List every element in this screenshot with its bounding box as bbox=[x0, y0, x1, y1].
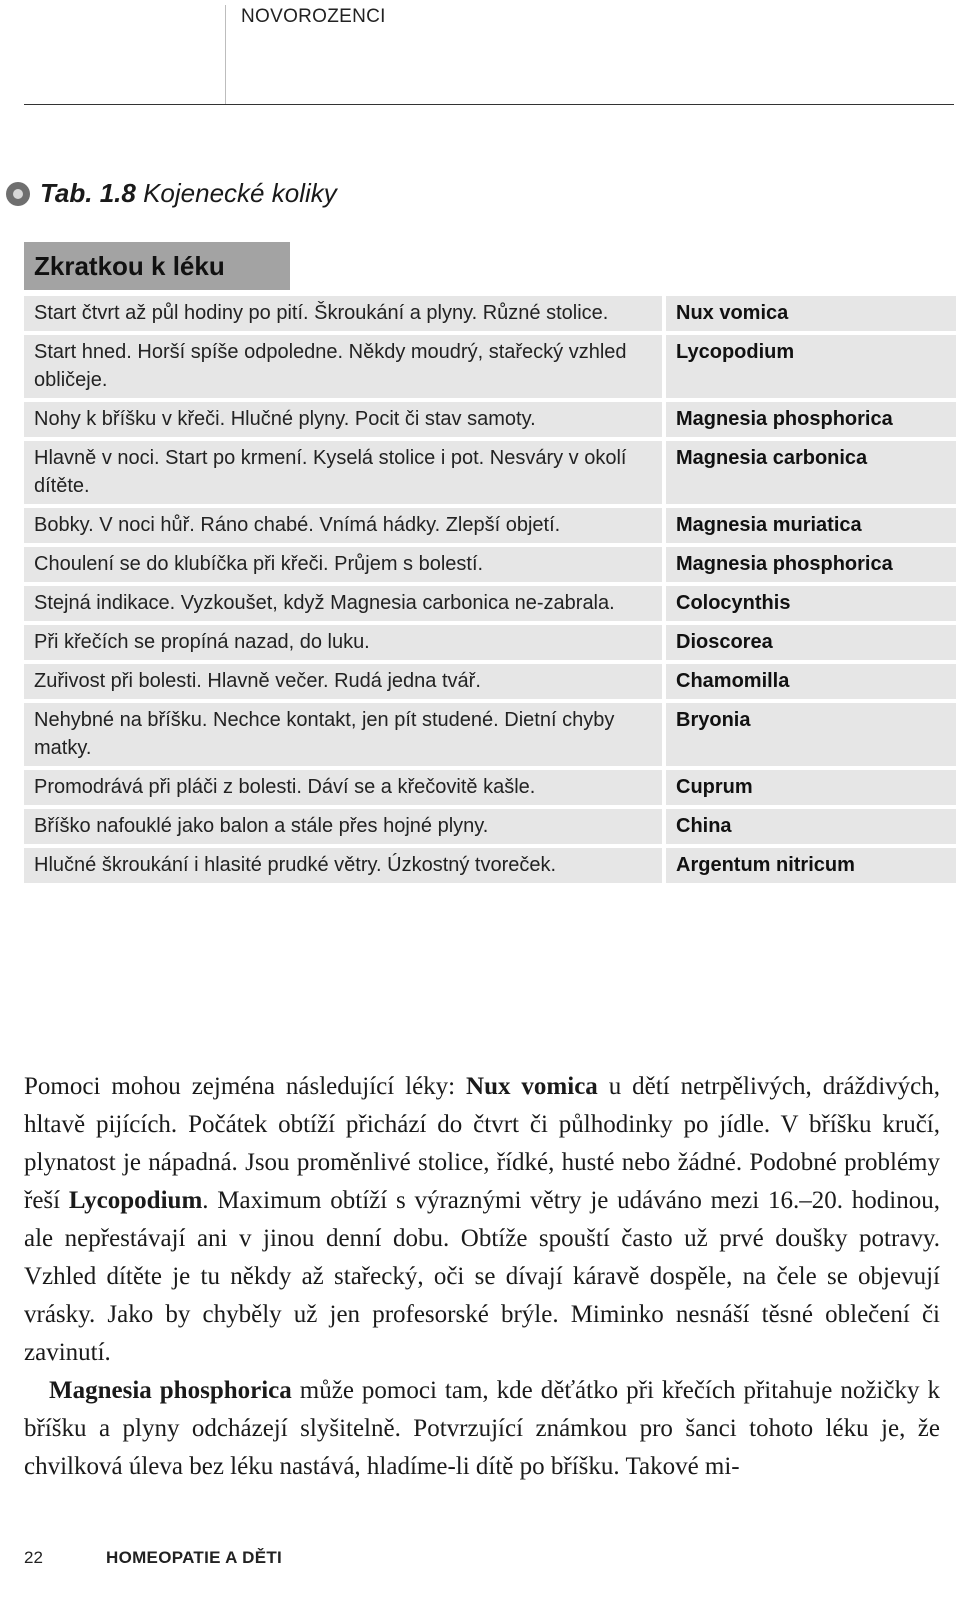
body-text-run: . Maximum obtíží s výraznými větry je udáváno mezi 16.–20. hodinou, ale nepřestávají ani v jinou denní dobu. Obtíže spouští často už prvé doušky potravy. Vzhled dítěte je tu někdy až stařecký, oči se dívají káravě dospěle, na čele se objevují vrásky. Jako by chyběly už jen profesorské brýle. Miminko nesnáší těsné oblečení či zavinutí. bbox=[24, 1187, 940, 1366]
table-row bbox=[24, 296, 956, 331]
remedy-cell: Cuprum bbox=[666, 770, 956, 805]
table-row bbox=[24, 402, 956, 437]
remedy-cell: Nux vomica bbox=[666, 296, 956, 331]
table-row bbox=[24, 586, 956, 621]
table-row bbox=[24, 508, 956, 543]
symptom-cell: Promodrává při pláči z bolesti. Dáví se a křečovitě kašle. bbox=[24, 770, 662, 805]
remedy-cell: Magnesia phosphorica bbox=[666, 402, 956, 437]
table-row bbox=[24, 441, 956, 504]
symptom-cell: Nohy k bříšku v křeči. Hlučné plyny. Pocit či stav samoty. bbox=[24, 402, 662, 437]
symptom-cell: Start hned. Horší spíše odpoledne. Někdy moudrý, stařecký vzhled obličeje. bbox=[24, 335, 662, 398]
symptom-cell: Hlavně v noci. Start po krmení. Kyselá stolice i pot. Nesváry v okolí dítěte. bbox=[24, 441, 662, 504]
remedy-cell: Argentum nitricum bbox=[666, 848, 956, 883]
body-text-run: Pomoci mohou zejména následující léky: bbox=[24, 1073, 467, 1100]
running-footer-title: HOMEOPATIE A DĚTI bbox=[106, 1548, 283, 1567]
symptom-cell: Nehybné na bříšku. Nechce kontakt, jen pít studené. Dietní chyby matky. bbox=[24, 703, 662, 766]
table-row bbox=[24, 547, 956, 582]
remedy-cell: Bryonia bbox=[666, 703, 956, 766]
table-heading: Zkratkou k léku bbox=[24, 242, 290, 290]
caption-number: Tab. 1.8 bbox=[40, 178, 136, 208]
header-rule bbox=[24, 104, 954, 105]
remedy-cell: Magnesia muriatica bbox=[666, 508, 956, 543]
remedy-name: Lycopodium bbox=[68, 1187, 203, 1214]
body-paragraph bbox=[24, 1068, 940, 1372]
symptom-cell: Start čtvrt až půl hodiny po pití. Škroukání a plyny. Různé stolice. bbox=[24, 296, 662, 331]
table-row bbox=[24, 703, 956, 766]
remedy-cell: Colocynthis bbox=[666, 586, 956, 621]
page-number: 22 bbox=[24, 1548, 43, 1567]
body-text-run: může pomoci tam, kde děťátko při křečích přitahuje nožičky k bříšku a plyny odcházejí slyšitelně. Potvrzující známkou pro šanci tohoto léku je, že chvilková úleva bez léku nastává, hladíme-li dítě po bříšku. Takové mi- bbox=[24, 1377, 940, 1480]
table-row bbox=[24, 809, 956, 844]
remedy-cell: Lycopodium bbox=[666, 335, 956, 398]
caption-title: Kojenecké koliky bbox=[143, 178, 337, 208]
table-caption bbox=[6, 178, 337, 209]
remedy-cell: Dioscorea bbox=[666, 625, 956, 660]
symptom-cell: Choulení se do klubíčka při křeči. Průjem s bolestí. bbox=[24, 547, 662, 582]
symptom-cell: Při křečích se propíná nazad, do luku. bbox=[24, 625, 662, 660]
symptom-cell: Bříško nafouklé jako balon a stále přes hojné plyny. bbox=[24, 809, 662, 844]
header-divider-vertical bbox=[225, 5, 226, 105]
bullet-icon bbox=[6, 182, 30, 206]
table-row bbox=[24, 770, 956, 805]
remedy-name: Nux vomica bbox=[466, 1073, 598, 1100]
symptom-cell: Zuřivost při bolesti. Hlavně večer. Rudá jedna tvář. bbox=[24, 664, 662, 699]
symptom-cell: Stejná indikace. Vyzkoušet, když Magnesia carbonica ne-zabrala. bbox=[24, 586, 662, 621]
symptom-cell: Bobky. V noci hůř. Ráno chabé. Vnímá hádky. Zlepší objetí. bbox=[24, 508, 662, 543]
remedy-name: Magnesia phosphorica bbox=[49, 1377, 292, 1404]
table-row bbox=[24, 848, 956, 883]
body-text bbox=[24, 1068, 940, 1486]
remedy-cell: Magnesia carbonica bbox=[666, 441, 956, 504]
running-header: NOVOROZENCI bbox=[241, 6, 386, 27]
caption-text bbox=[40, 178, 337, 209]
body-paragraph bbox=[24, 1372, 940, 1486]
remedy-table bbox=[24, 296, 956, 887]
table-row bbox=[24, 625, 956, 660]
table-row bbox=[24, 664, 956, 699]
symptom-cell: Hlučné škroukání i hlasité prudké větry. Úzkostný tvoreček. bbox=[24, 848, 662, 883]
table-row bbox=[24, 335, 956, 398]
remedy-cell: China bbox=[666, 809, 956, 844]
remedy-cell: Chamomilla bbox=[666, 664, 956, 699]
body-text-run: u dětí netrpělivých, dráždivých, hltavě pijících. Počátek obtíží přichází do čtvrt či půlhodinky po jídle. V bříšku kručí, plynatost je nápadná. Jsou proměnlivé stolice, řídké, husté nebo žádné. Podobné problémy řeší bbox=[24, 1073, 941, 1214]
remedy-cell: Magnesia phosphorica bbox=[666, 547, 956, 582]
